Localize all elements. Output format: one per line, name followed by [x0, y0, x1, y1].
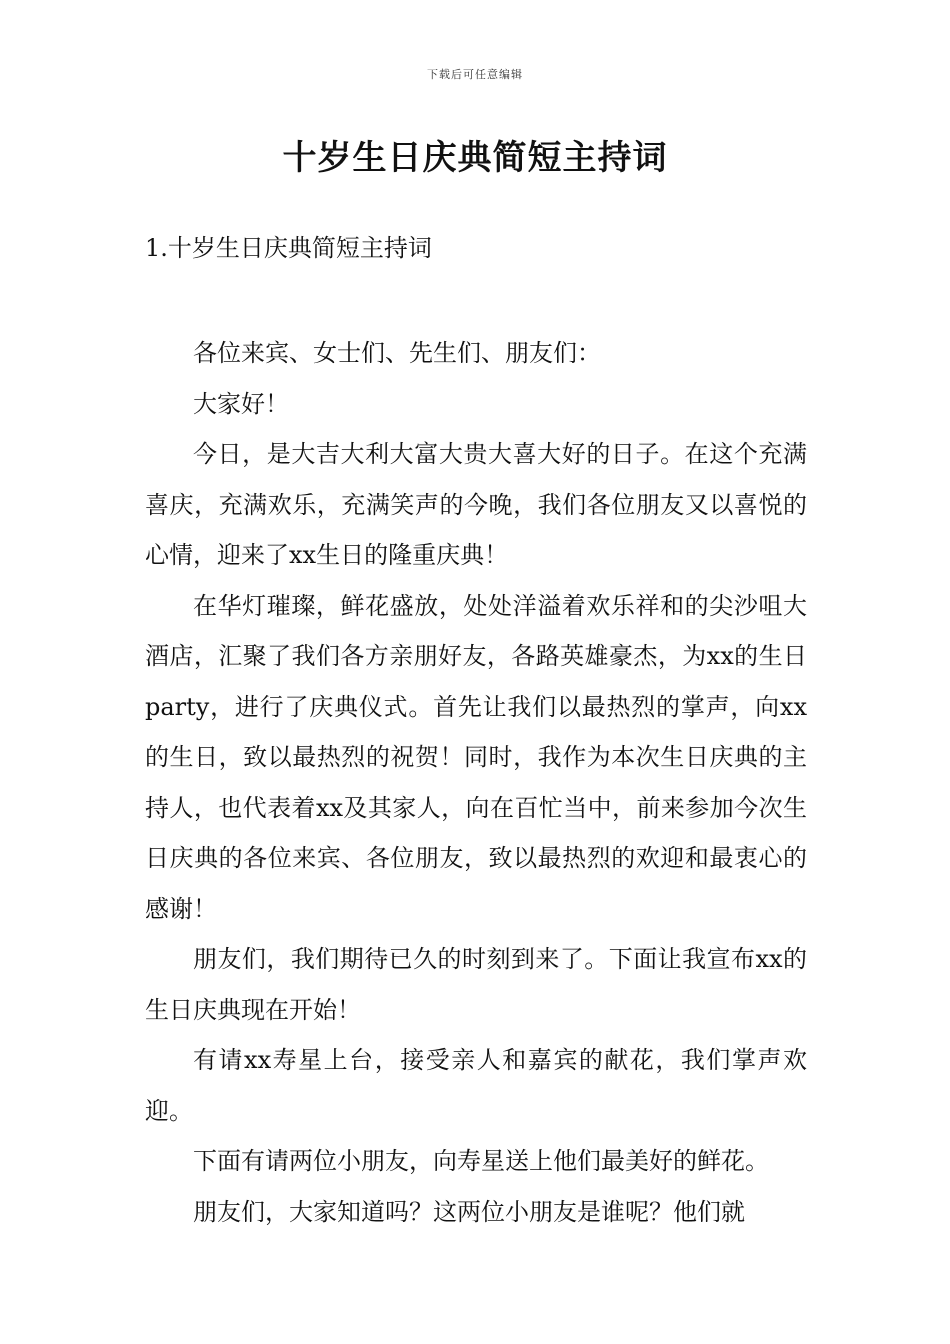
paragraph: 在华灯璀璨，鲜花盛放，处处洋溢着欢乐祥和的尖沙咀大酒店，汇聚了我们各方亲朋好友，各路英雄豪杰，为xx的生日party，进行了庆典仪式。首先让我们以最热烈的掌声，向xx的生日，致以最热烈的祝贺！同时，我作为本次生日庆典的主持人，也代表着xx及其家人，向在百忙当中，前来参加今次生日庆典的各位来宾、各位朋友，致以最热烈的欢迎和最衷心的感谢！: [145, 591, 807, 923]
document-body: [145, 328, 807, 1237]
paragraph: 有请xx寿星上台，接受亲人和嘉宾的献花，我们掌声欢迎。: [145, 1046, 807, 1125]
paragraph: 下面有请两位小朋友，向寿星送上他们最美好的鲜花。: [193, 1147, 769, 1175]
document-title: 十岁生日庆典简短主持词: [282, 138, 668, 178]
paragraph: 朋友们，大家知道吗？这两位小朋友是谁呢？他们就: [193, 1197, 745, 1226]
paragraph: 朋友们，我们期待已久的时刻到来了。下面让我宣布xx的生日庆典现在开始！: [145, 945, 807, 1024]
paragraph-salutation: 各位来宾、女士们、先生们、朋友们：: [193, 339, 601, 367]
paragraph: 今日，是大吉大利大富大贵大喜大好的日子。在这个充满喜庆，充满欢乐，充满笑声的今晚，我们各位朋友又以喜悦的心情，迎来了xx生日的隆重庆典！: [145, 440, 807, 569]
header-note: 下载后可任意编辑: [427, 68, 523, 81]
section-heading: 1.十岁生日庆典简短主持词: [145, 234, 432, 262]
paragraph-greeting: 大家好！: [193, 389, 289, 418]
